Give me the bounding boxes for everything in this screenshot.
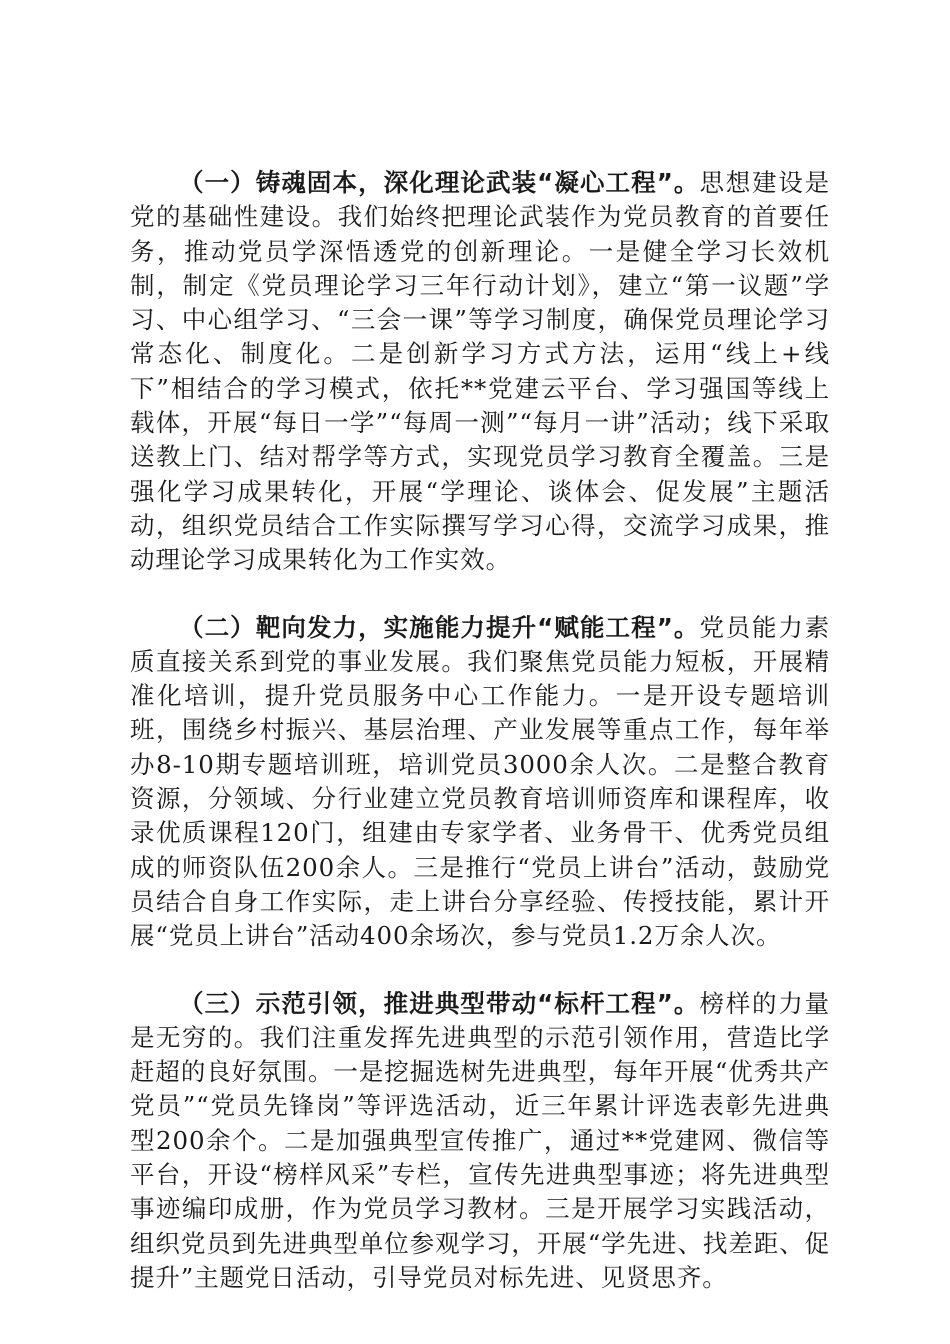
section-3-paragraph	[130, 987, 830, 1296]
document-page	[130, 166, 830, 1328]
section-3-body: 榜样的力量是无穷的。我们注重发挥先进典型的示范引领作用，营造比学赶超的良好氛围。一是挖掘选树先进典型，每年开展“优秀共产党员”“党员先锋岗”等评选活动，近三年累计评选表彰先进典型200余个。二是加强典型宣传推广，通过**党建网、微信等平台，开设“榜样风采”专栏，宣传先进典型事迹；将先进典型事迹编印成册，作为党员学习教材。三是开展学习实践活动，组织党员到先进典型单位参观学习，开展“学先进、找差距、促提升”主题党日活动，引导党员对标先进、见贤思齐。	[130, 988, 831, 1292]
section-1-heading: （一）铸魂固本，深化理论武装“凝心工程”。	[179, 168, 700, 197]
section-2-heading: （二）靶向发力，实施能力提升“赋能工程”。	[179, 612, 700, 642]
section-1-paragraph	[130, 166, 830, 578]
section-3-heading: （三）示范引领，推进典型带动“标杆工程”。	[179, 988, 700, 1018]
section-1-body: 思想建设是党的基础性建设。我们始终把理论武装作为党员教育的首要任务，推动党员学深悟透党的创新理论。一是健全学习长效机制，制定《党员理论学习三年行动计划》，建立“第一议题”学习、中心组学习、“三会一课”等学习制度，确保党员理论学习常态化、制度化。二是创新学习方式方法，运用“线上+线下”相结合的学习模式，依托**党建云平台、学习强国等线上载体，开展“每日一学”“每周一测”“每月一讲”活动；线下采取送教上门、结对帮学等方式，实现党员学习教育全覆盖。三是强化学习成果转化，开展“学理论、谈体会、促发展”主题活动，组织党员结合工作实际撰写学习心得，交流学习成果，推动理论学习成果转化为工作实效。	[130, 168, 831, 575]
section-2-paragraph	[130, 611, 830, 954]
section-2-body: 党员能力素质直接关系到党的事业发展。我们聚焦党员能力短板，开展精准化培训，提升党员服务中心工作能力。一是开设专题培训班，围绕乡村振兴、基层治理、产业发展等重点工作，每年举办8-10期专题培训班，培训党员3000余人次。二是整合教育资源，分领域、分行业建立党员教育培训师资库和课程库，收录优质课程120门，组建由专家学者、业务骨干、优秀党员组成的师资队伍200余人。三是推行“党员上讲台”活动，鼓励党员结合自身工作实际，走上讲台分享经验、传授技能，累计开展“党员上讲台”活动400余场次，参与党员1.2万余人次。	[130, 612, 831, 951]
